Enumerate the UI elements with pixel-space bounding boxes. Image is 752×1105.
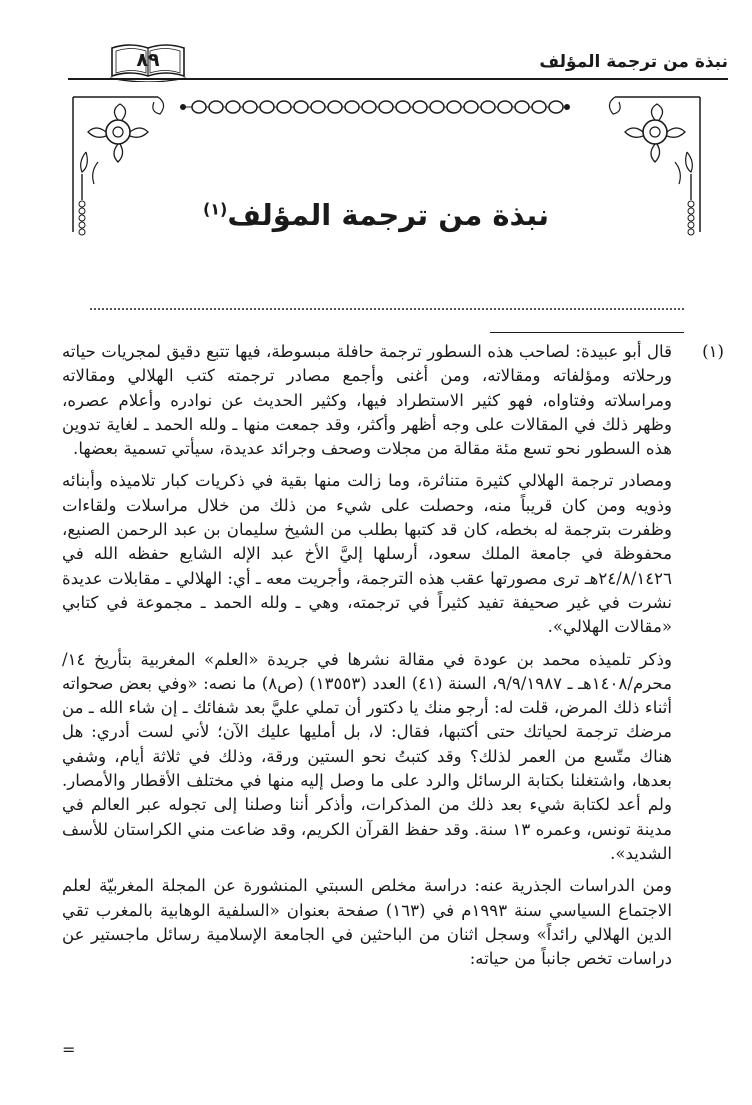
footnote-paragraph: قال أبو عبيدة: لصاحب هذه السطور ترجمة حافلة مبسوطة، فيها تتبع دقيق لمجريات حياته ورحلاته ومؤلفاته ومقالاته، ومن أغنى وأجمع مصادر ترجمته كتب الهلالي ومقالاته ومراسلاته وفتاواه، فهو كثير الاستطراد فيها، وكثير الحديث عن نوادره وأعلام عصره، وظهر ذلك في المقالات على وجه أظهر وأكثر، وقد جمعت منها ـ ولله الحمد ـ لغاية تدوين هذه السطور نحو تسع مئة مقالة من مجلات وصحف وجرائد عديدة، سيأتي تسمية بعضها. [62,342,672,459]
footnote [62,340,724,979]
page-number-ornament [108,40,188,82]
page-number: ٨٩ [136,49,160,71]
margin-mark: = [62,1040,76,1059]
footnote-marker: (١) [702,342,724,361]
running-header-title: نبذة من ترجمة المؤلف [539,52,728,72]
footnote-reference: (١) [202,199,228,219]
oval-chain-ornament [175,97,575,117]
footnote-rule [490,332,684,333]
dotted-separator [90,308,684,310]
footnote-paragraph: ومصادر ترجمة الهلالي كثيرة متناثرة، وما زالت منها بقية في ذكريات كبار تلاميذه وأبنائه وذويه ومن كان قريباً منه، وحصلت على شيء من ذلك من خلال مراسلات ولقاءات وظفرت بترجمة له بخطه، كان قد كتبها بطلب من الشيخ سليمان بن عبد الرحمن الصنيع، محفوظة في جامعة الملك سعود، أرسلها إليَّ الأخ عبد الإله الشايع حفظه الله في ٢٤/٨/١٤٢٦هـ ترى مصورتها عقب هذه الترجمة، وأجريت معه ـ أي: الهلالي ـ مقابلات عديدة نشرت في غير صحيفة تفيد كثيراً في ترجمته، وهي ـ ولله الحمد ـ مجموعة في كتابي «مقالات الهلالي». [62,471,672,637]
chapter-title [150,198,602,232]
floral-corner-ornament-right [595,92,705,242]
footnote-paragraph: وذكر تلميذه محمد بن عودة في مقالة نشرها في جريدة «العلم» المغربية بتأريخ ١٤/ محرم/١٤٠٨هـ ـ ٩/٩/١٩٨٧، السنة (٤١) العدد (١٣٥٥٣) (ص٨) ما نصه: «وفي بعض صحواته أثناء ذلك المرض، قلت له: أرجو منك يا دكتور أن تملي عليَّ بعد شفائك ـ إن شاء الله ـ من مرضك ترجمة لحياتك حتى أكتبها، فقال: لا، بل أمليها عليك الآن؛ لأني لست أدري: هل هناك متّسع من العمر لذلك؟ وقد كتبتُ نحو الستين ورقة، وذلك في ثلاثة أيام، وشفي بعدها، واشتغلنا بكتابة الرسائل والرد على ما وصل إليه منها في مختلف الأقطار والأمصار. ولم أعد لكتابة شيء بعد ذلك من المذكرات، وأذكر أننا وصلنا إلى تجوله عبر العالم في مدينة تونس، وعمره ١٣ سنة. وقد حفظ القرآن الكريم، وقد ضاعت مني الكراستان للأسف الشديد». [62,649,672,863]
chapter-title-text: نبذة من ترجمة المؤلف [227,198,550,232]
footnote-body [62,340,672,971]
footnote-paragraph: ومن الدراسات الجذرية عنه: دراسة مخلص السبتي المنشورة عن المجلة المغربيّة لعلم الاجتماع السياسي سنة ١٩٩٣م في (١٦٣) صفحة بعنوان «السلفية الوهابية بالمغرب تقي الدين الهلالي رائداً» وسجل اثنان من الباحثين في الجامعة الإسلامية رسائل ماجستير عن دراسات تخص جانباً من حياته: [62,876,672,969]
